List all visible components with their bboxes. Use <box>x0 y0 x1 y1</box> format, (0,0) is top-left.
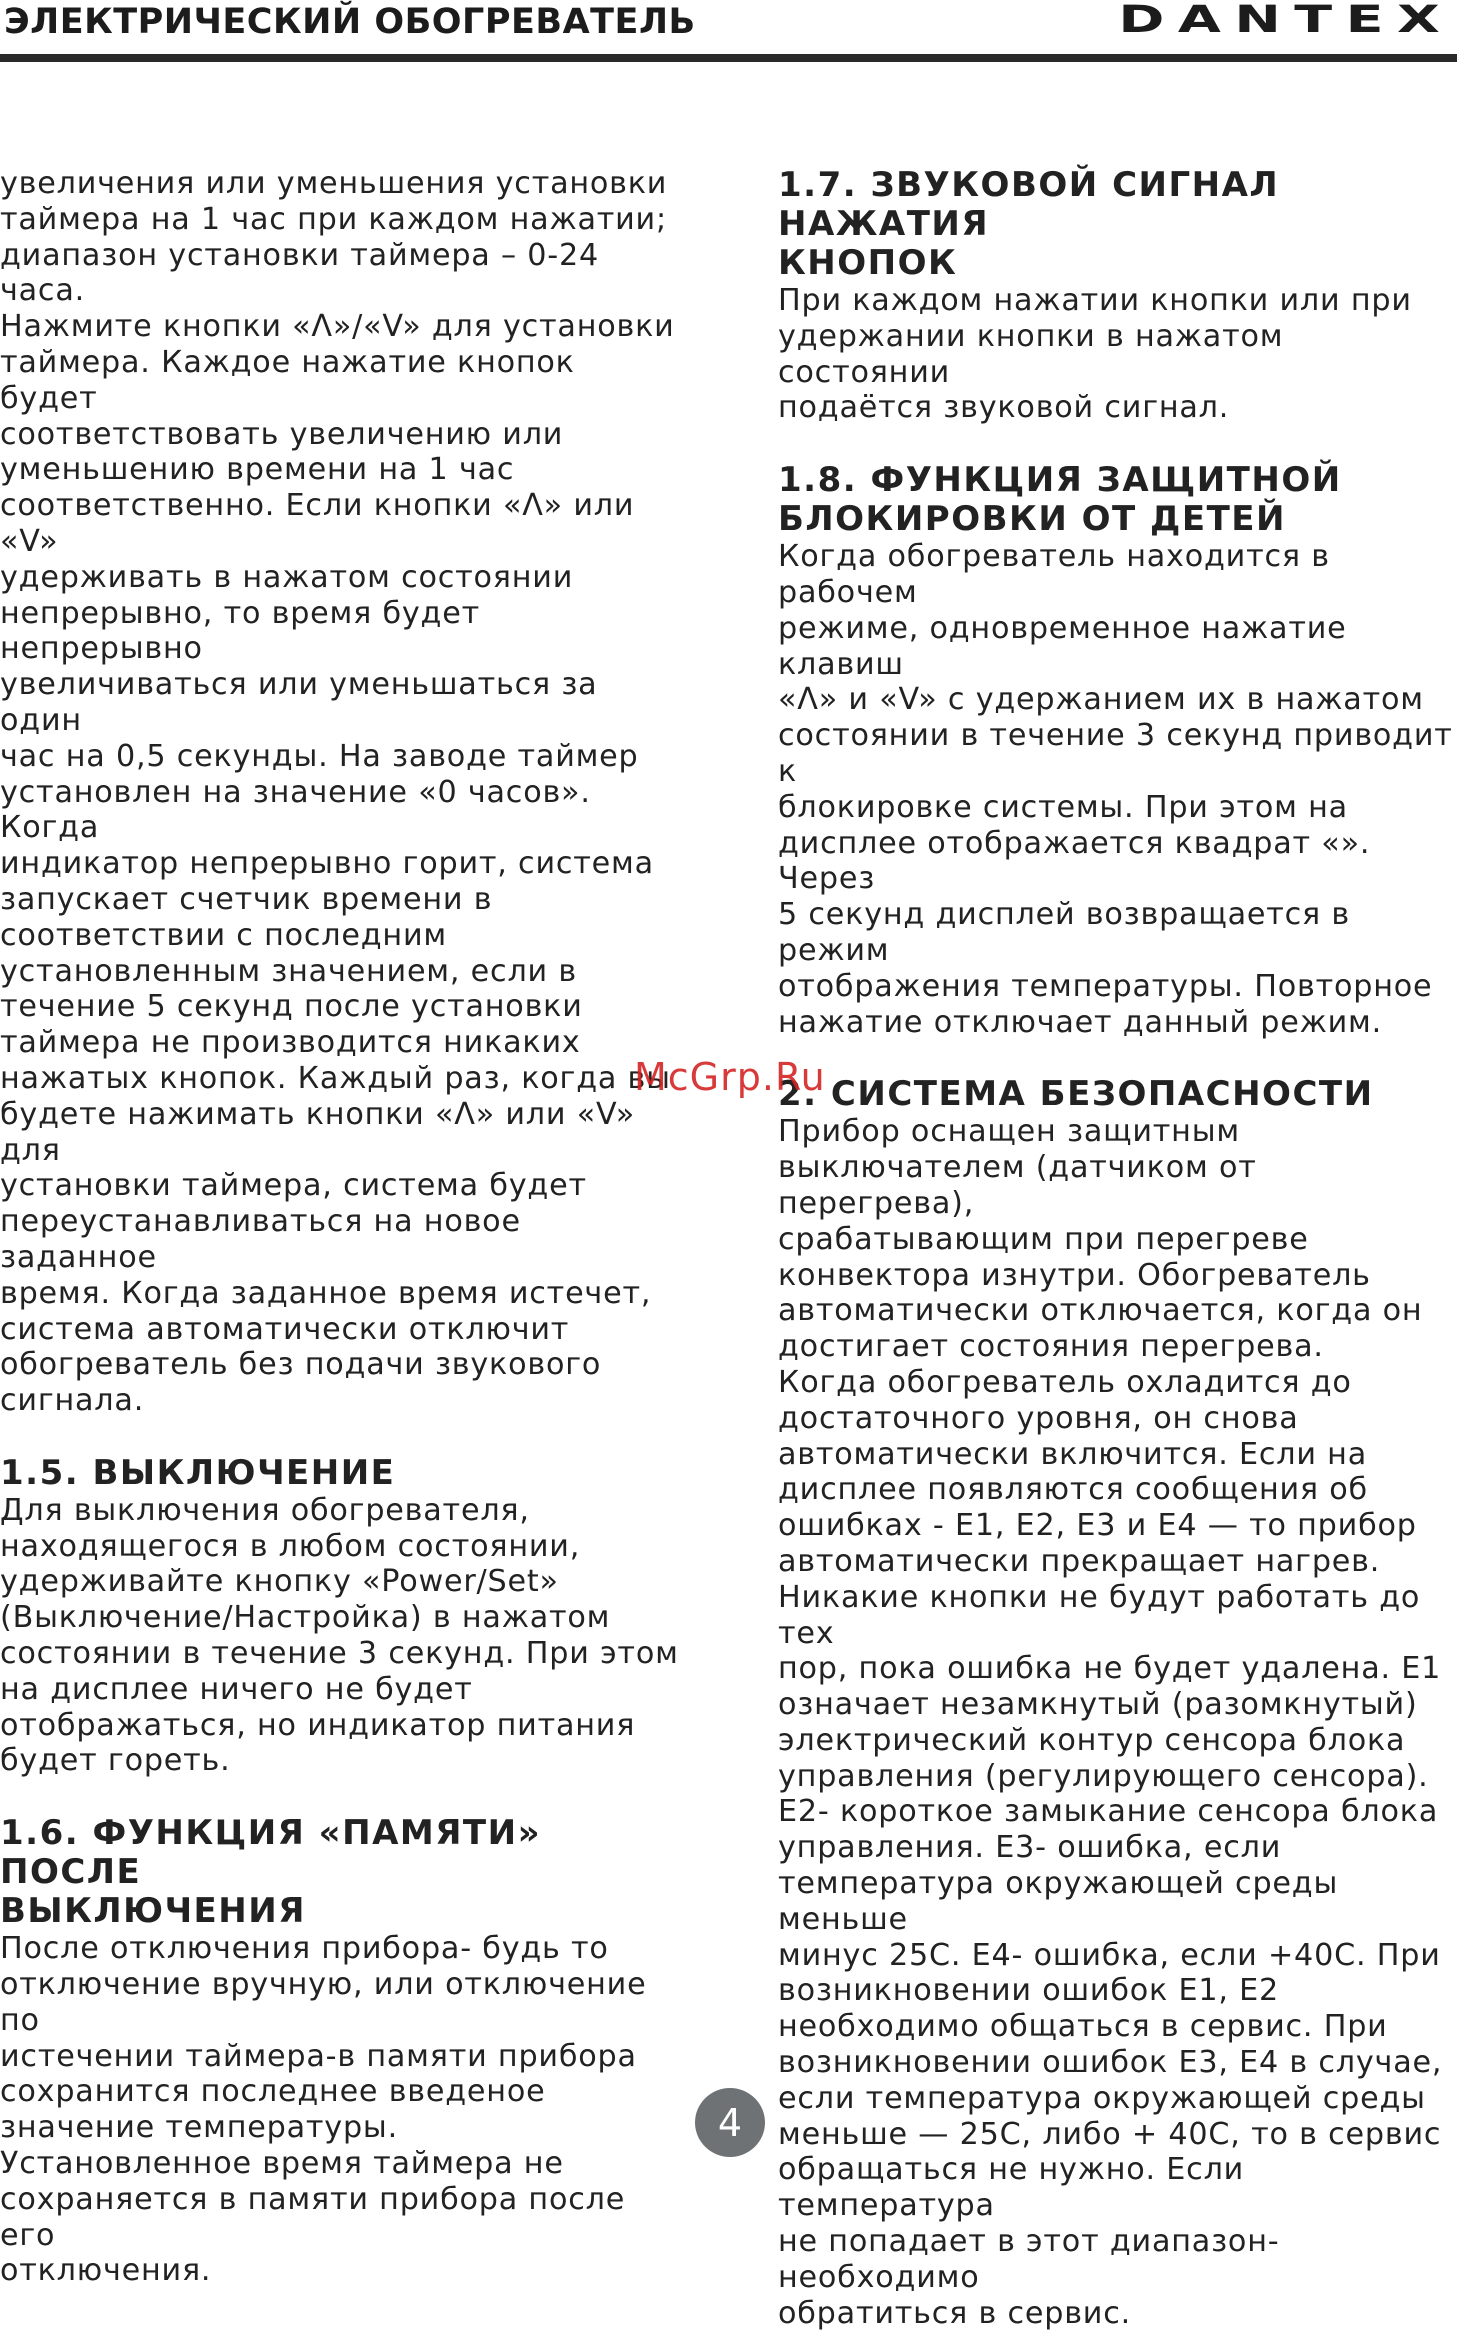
section-1-8-heading: 1.8. ФУНКЦИЯ ЗАЩИТНОЙ БЛОКИРОВКИ ОТ ДЕТЕЙ <box>778 460 1342 540</box>
section-1-6-text: После отключения прибора- будь то отключение вручную, или отключение по истечении таймера-в памяти прибора сохранится последнее введеное значение температуры. Установленное время таймера не сохраняется в памяти прибора после его отключения. <box>0 1931 647 2289</box>
watermark: McGrp.Ru <box>634 1055 826 1099</box>
page-number-badge: 4 <box>695 2088 765 2157</box>
section-1-7-heading: 1.7. ЗВУКОВОЙ СИГНАЛ НАЖАТИЯ КНОПОК <box>778 165 1280 283</box>
right-column <box>778 166 1457 2331</box>
timer-paragraph: увеличения или уменьшения установки таймера на 1 час при каждом нажатии; диапазон установки таймера – 0-24 часа. Нажмите кнопки «Λ»/«V» для установки таймера. Каждое нажатие кнопок будет соответствовать увеличению или уменьшению времени на 1 час соответственно. Если кнопки «Λ» или «V» удерживать в нажатом состоянии непрерывно, то время будет непрерывно увеличиваться или уменьшаться за один час на 0,5 секунды. На заводе таймер установлен на значение «0 часов». Когда индикатор непрерывно горит, система запускает счетчик времени в соответствии с последним установленным значением, если в течение 5 секунд после установки таймера не производится никаких нажатых кнопок. Каждый раз, когда вы будете нажимать кнопки «Λ» или «V» для установки таймера, система будет переустанавливаться на новое заданное время. Когда заданное время истечет, система автоматически отключит обогреватель без подачи звукового сигнала. <box>0 166 675 1419</box>
section-1-6-heading: 1.6. ФУНКЦИЯ «ПАМЯТИ» ПОСЛЕ ВЫКЛЮЧЕНИЯ <box>0 1813 542 1932</box>
section-2-heading: 2. СИСТЕМА БЕЗОПАСНОСТИ <box>778 1074 1374 1115</box>
document-title: ЭЛЕКТРИЧЕСКИЙ ОБОГРЕВАТЕЛЬ <box>4 2 696 42</box>
section-1-5-text: Для выключения обогревателя, находящегося в любом состоянии, удерживайте кнопку «Power/Set» (Выключение/Настройка) в нажатом состоянии в течение 3 секунд. При этом на дисплее ничего не будет отображаться, но индикатор питания будет гореть. <box>0 1492 679 1779</box>
section-1-8-text: Когда обогреватель находится в рабочем режиме, одновременное нажатие клавиш «Λ» и «V» с удержанием их в нажатом состоянии в течение 3 секунд приводит к блокировке системы. При этом на дисплее отображается квадрат «». Через 5 секунд дисплей возвращается в режим отображения температуры. Повторное нажатие отключает данный режим. <box>778 539 1453 1040</box>
brand-logo: DANTEX <box>1117 0 1453 41</box>
section-1-5-heading: 1.5. ВЫКЛЮЧЕНИЕ <box>0 1452 396 1493</box>
section-1-7-text: При каждом нажатии кнопки или при удержании кнопки в нажатом состоянии подаётся звуковой сигнал. <box>778 283 1412 426</box>
page-header <box>0 0 1457 70</box>
header-rule <box>0 54 1457 62</box>
left-column <box>0 166 680 2289</box>
section-2-text: Прибор оснащен защитным выключателем (датчиком от перегрева), срабатывающим при перегреве конвектора изнутри. Обогреватель автоматически отключается, когда он достигает состояния перегрева. Когда обогреватель охладится до достаточного уровня, он снова автоматически включится. Если на дисплее появляются сообщения об ошибках - E1, E2, E3 и E4 — то прибор автоматически прекращает нагрев. Никакие кнопки не будут работать до тех пор, пока ошибка не будет удалена. E1 означает незамкнутый (разомкнутый) электрический контур сенсора блока управления (регулирующего сенсора). E2- короткое замыкание сенсора блока управления. E3- ошибка, если температура окружающей среды меньше минус 25C. E4- ошибка, если +40C. При возникновении ошибок E1, E2 необходимо общаться в сервис. При возникновении ошибок E3, E4 в случае, если температура окружающей среды меньше — 25C, либо + 40C, то в сервис обращаться не нужно. Если температура не попадает в этот диапазон-необходимо обратиться в сервис. <box>778 1114 1443 2331</box>
